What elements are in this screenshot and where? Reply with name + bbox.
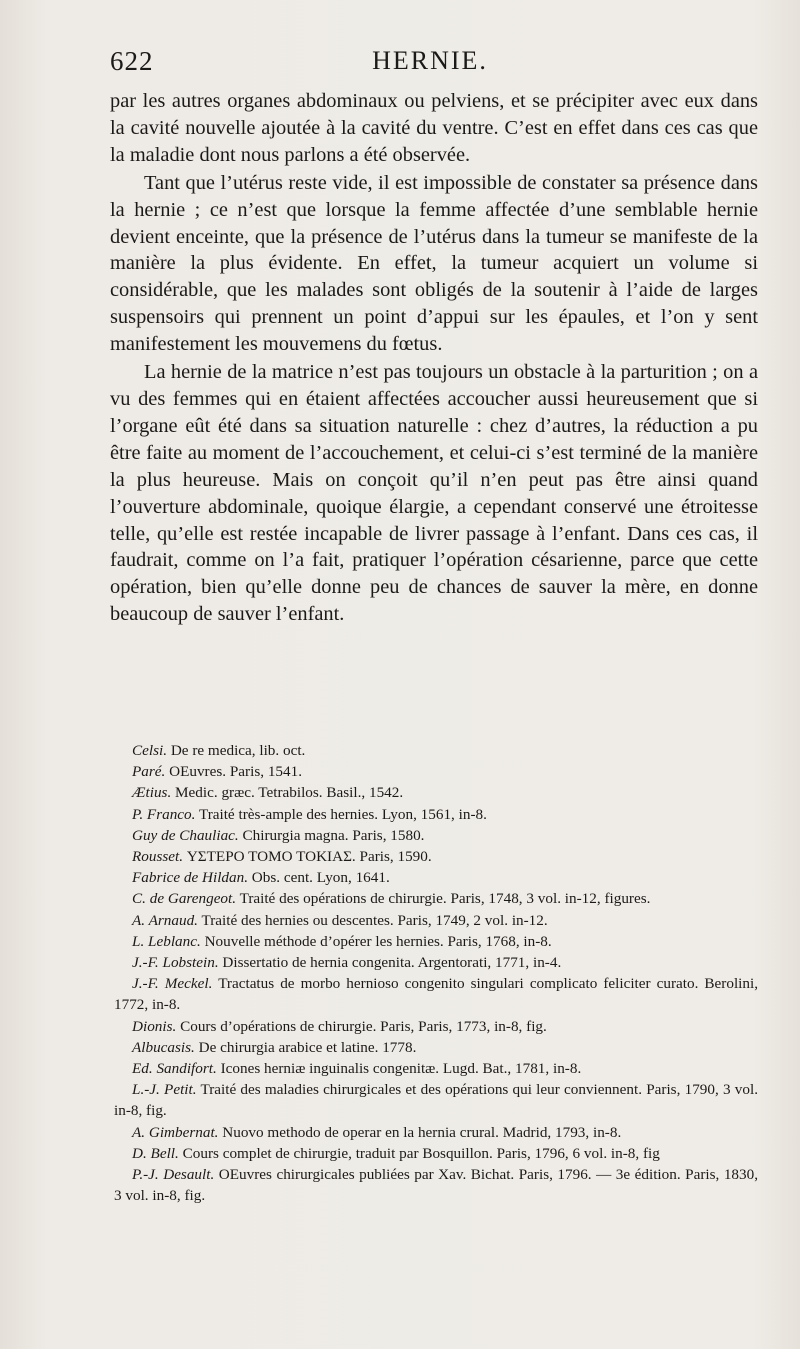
bibliography-author: Paré. [132,763,166,781]
bibliography-text: Traité des opérations de chirurgie. Paris, 1748, 3 vol. in-12, figures. [239,890,651,908]
bibliography-author: Celsi. [132,742,168,759]
page-number: 622 [110,46,154,76]
bibliography-text: Traité des hernies ou descentes. Paris, 1749, 2 vol. in-12. [201,911,548,929]
bibliography-text: Tractatus de morbo hernioso congenito singulari complicato feliciter curato. Berolini, 1772, in-8. [114,975,758,1014]
bibliography-author: Ed. Sandifort. [132,1060,217,1078]
paragraph: Tant que l’utérus reste vide, il est impossible de constater sa présence dans la hernie ; ce n’est que lorsque la femme affectée d’une semblable hernie devient enceinte, que la présence de l’utérus dans la tumeur se manifeste de la manière la plus évidente. En effet, la tumeur acquiert un volume si considérable, que les malades sont obligés de la soutenir à l’aide de larges suspensoirs qui prennent un point d’appui sur les épaules, et l’on y sent manifestement les mouvemens du fœtus. [110,171,758,356]
bibliography-entry [114,952,758,973]
bibliography-text: Traité très-ample des hernies. Lyon, 1561, in-8. [198,805,487,823]
bibliography-entry [114,846,758,867]
bibliography-entry [114,1079,758,1121]
bibliography-entry [114,910,758,931]
bibliography-author: C. de Garengeot. [132,890,237,908]
page-header [110,46,750,86]
bibliography-text: Medic. græc. Tetrabilos. Basil., 1542. [175,784,404,802]
bibliography-text: Icones herniæ inguinalis congenitæ. Lugd. Bat., 1781, in-8. [220,1060,582,1078]
bibliography-author: P.-J. Desault. [132,1166,215,1184]
running-head: HERNIE. [372,46,488,75]
body-text [110,88,758,628]
bibliography-entry [114,761,758,782]
bibliography-text: De re medica, lib. oct. [170,742,306,759]
paragraph: La hernie de la matrice n’est pas toujours un obstacle à la parturition ; on a vu des femmes qui en étaient affectées accoucher aussi heureusement que si l’organe eût été dans sa situation naturelle : chez d’autres, la réduction a pu être faite au moment de l’accouchement, et celui-ci s’est terminé de la manière la plus heureuse. Mais on conçoit qu’il n’en peut pas être ainsi quand l’ouverture abdominale, quoique élargie, a cependant conservé une étroitesse telle, qu’elle est restée incapable de livrer passage à l’enfant. Dans ces cas, il faudrait, comme on l’a fait, pratiquer l’opération césarienne, parce que cette opération, bien qu’elle donne peu de chances de sauver la mère, en donne beaucoup de sauver l’enfant. [110,361,758,626]
bibliography-author: Dionis. [132,1017,177,1035]
bibliography-text: Nouvelle méthode d’opérer les hernies. Paris, 1768, in-8. [204,932,552,950]
bibliography-entry [114,867,758,888]
bibliography-entry [114,740,758,761]
bibliography-entry [114,1058,758,1079]
bibliography-entry [114,973,758,1015]
bibliography-entry [114,825,758,846]
bibliography-author: J.-F. Meckel. [132,975,213,993]
bibliography-text: Traité des maladies chirurgicales et des opérations qui leur conviennent. Paris, 1790, 3 vol. in-8, fig. [114,1081,758,1120]
bibliography-author: J.-F. Lobstein. [132,954,219,972]
bibliography-text: Chirurgia magna. Paris, 1580. [242,826,425,844]
bibliography-entry [114,782,758,803]
bibliography-author: A. Arnaud. [132,911,198,929]
bibliography-author: Ætius. [132,784,172,802]
bibliography-author: Albucasis. [132,1038,195,1056]
bibliography-entry [114,888,758,909]
bibliography-author: D. Bell. [132,1144,179,1162]
bibliography-author: Rousset. [132,848,184,866]
bibliography-entry [114,1143,758,1164]
bibliography-entry [114,931,758,952]
bibliography-author: L.-J. Petit. [132,1081,197,1099]
bibliography-entry [114,1016,758,1037]
bibliography-author: Guy de Chauliac. [132,826,239,844]
bibliography-text: Nuovo methodo de operar en la hernia crural. Madrid, 1793, in-8. [222,1123,622,1141]
bibliography-text: Obs. cent. Lyon, 1641. [251,869,390,887]
bibliography-text: Cours d’opérations de chirurgie. Paris, Paris, 1773, in-8, fig. [180,1017,547,1035]
bibliography-text: De chirurgia arabice et latine. 1778. [198,1038,417,1056]
bibliography-text: OEuvres chirurgicales publiées par Xav. Bichat. Paris, 1796. — 3e édition. Paris, 1830, 3 vol. in-8, fig. [114,1166,758,1205]
bibliography-text: Dissertatio de hernia congenita. Argentorati, 1771, in-4. [222,954,562,972]
bibliography-text: Cours complet de chirurgie, traduit par Bosquillon. Paris, 1796, 6 vol. in-8, fig [182,1144,660,1162]
paragraph-continued: par les autres organes abdominaux ou pelviens, et se précipiter avec eux dans la cavité nouvelle ajoutée à la cavité du ventre. C’est en effet dans ces cas que la maladie dont nous parlons a été observée. [110,90,758,166]
bibliography-author: A. Gimbernat. [132,1123,219,1141]
bibliography-list [114,740,758,1206]
bibliography-entry [114,1122,758,1143]
bibliography-author: P. Franco. [132,805,196,823]
bibliography-entry [114,1037,758,1058]
bibliography-text: ΥΣΤΕΡΟ ΤΟΜΟ ΤΟΚΙΑΣ. Paris, 1590. [186,848,432,866]
bibliography-author: L. Leblanc. [132,932,201,950]
bibliography-text: OEuvres. Paris, 1541. [169,763,303,781]
bibliography-entry [114,1164,758,1206]
bibliography-entry [114,804,758,825]
bibliography-author: Fabrice de Hildan. [132,869,248,887]
